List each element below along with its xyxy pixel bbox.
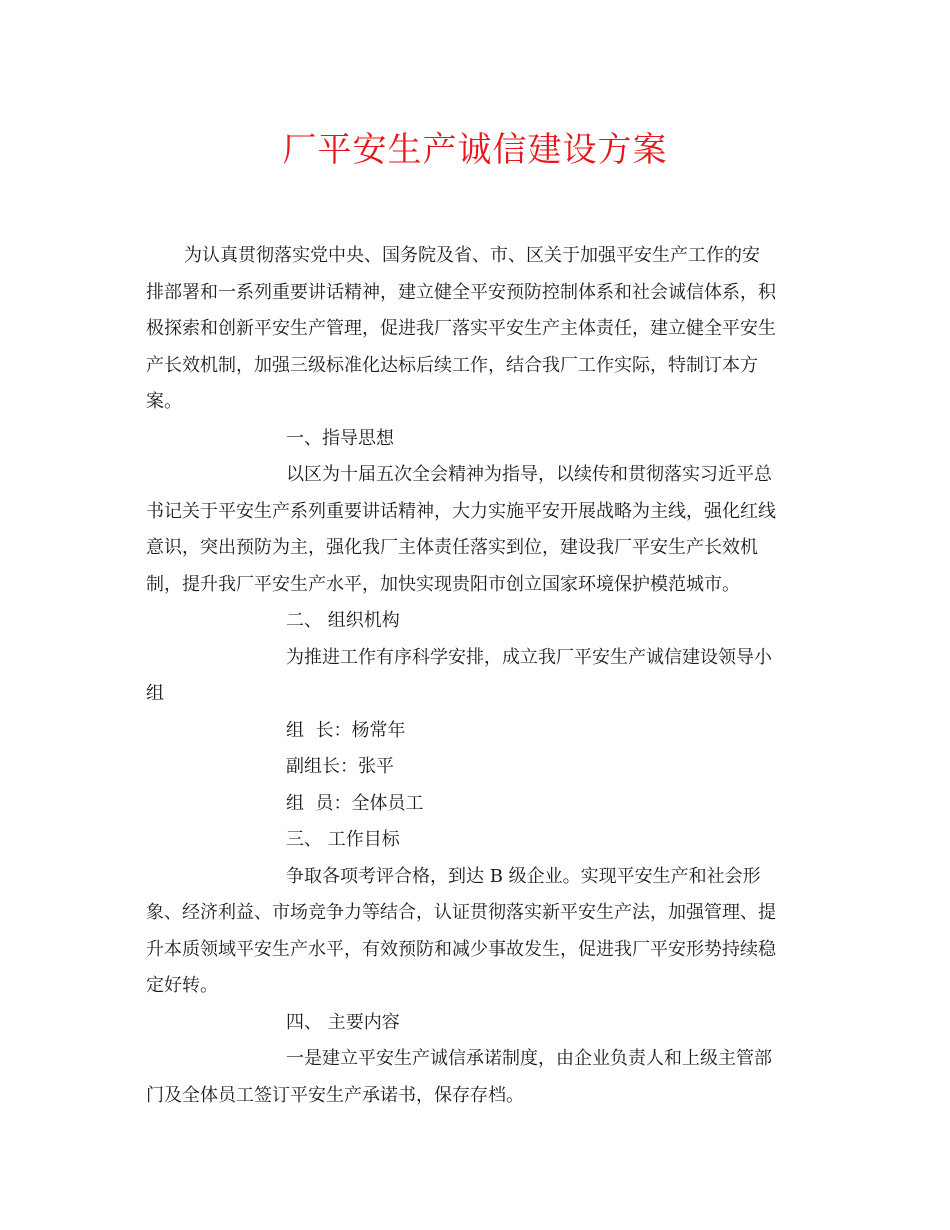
paragraph-line: 为认真贯彻落实党中央、国务院及省、市、区关于加强平安生产工作的安 (184, 245, 760, 266)
section-heading: 三、 工作目标 (286, 829, 400, 850)
section-heading: 一、指导思想 (286, 427, 394, 449)
paragraph-line: 书记关于平安生产系列重要讲话精神，大力实施平安开展战略为主线，强化红线 (146, 500, 776, 522)
paragraph-line: 一是建立平安生产诚信承诺制度，由企业负责人和上级主管部 (286, 1048, 772, 1069)
paragraph-line: 极探索和创新平安生产管理，促进我厂落实平安生产主体责任，建立健全平安生 (146, 318, 776, 339)
paragraph-line: 定好转。 (146, 975, 218, 996)
section-heading: 二、 组织机构 (286, 610, 400, 631)
member-item: 组 长：杨常年 (286, 719, 406, 741)
paragraph-line: 制，提升我厂平安生产水平，加快实现贵阳市创立国家环境保护模范城市。 (146, 573, 740, 595)
section-paragraph (146, 457, 806, 603)
paragraph-line: 门及全体员工签订平安生产承诺书，保存存档。 (146, 1084, 524, 1106)
paragraph-line: 产长效机制，加强三级标准化达标后续工作，结合我厂工作实际，特制订本方 (146, 354, 758, 376)
paragraph-line: 争取各项考评合格，到达 B 级企业。实现平安生产和社会形 (286, 865, 761, 887)
paragraph-line: 组 (146, 683, 164, 704)
document-body (146, 238, 806, 1114)
section-heading: 四、 主要内容 (286, 1011, 400, 1033)
paragraph-line: 意识，突出预防为主，强化我厂主体责任落实到位，建设我厂平安生产长效机 (146, 537, 758, 558)
document-title: 厂平安生产诚信建设方案 (282, 130, 668, 170)
paragraph-line: 为推进工作有序科学安排，成立我厂平安生产诚信建设领导小 (286, 646, 772, 668)
paragraph-line: 案。 (146, 391, 182, 412)
member-item: 组 员：全体员工 (286, 792, 424, 814)
paragraph-line: 象、经济利益、市场竞争力等结合，认证贯彻落实新平安生产法，加强管理、提 (146, 902, 776, 923)
member-item: 副组长：张平 (286, 756, 394, 777)
section-paragraph (146, 1041, 806, 1114)
member-list (146, 713, 806, 823)
paragraph-line: 升本质领域平安生产水平，有效预防和减少事故发生，促进我厂平安形势持续稳 (146, 938, 776, 960)
paragraph-line: 排部署和一系列重要讲话精神，建立健全平安预防控制体系和社会诚信体系，积 (146, 281, 776, 303)
section-paragraph (146, 859, 806, 1005)
paragraph-line: 以区为十届五次全会精神为指导，以续传和贯彻落实习近平总 (286, 464, 772, 485)
section-paragraph (146, 640, 806, 713)
intro-paragraph (146, 238, 806, 421)
